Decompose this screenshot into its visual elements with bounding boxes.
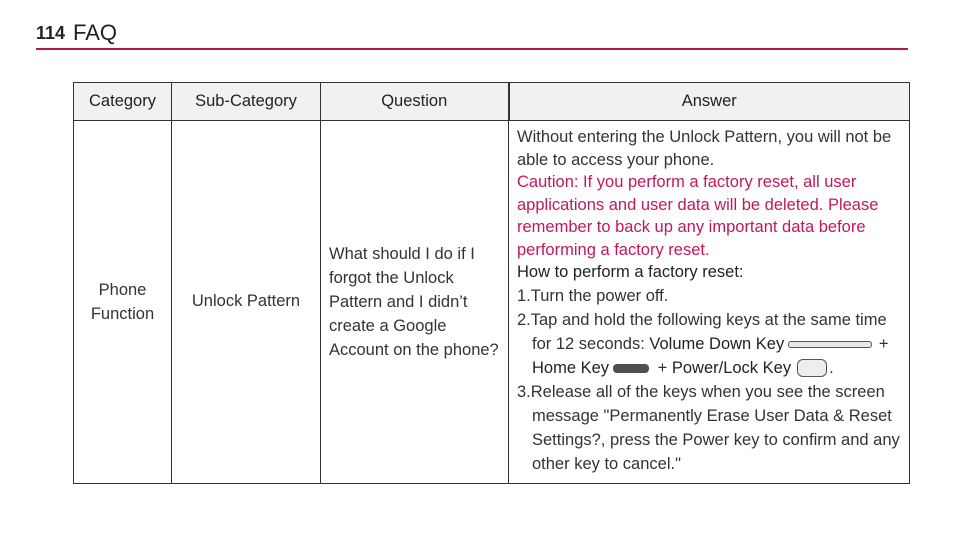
volume-key-label: Volume Down Key <box>649 334 785 353</box>
page-title: FAQ <box>73 20 118 45</box>
question-cell: What should I do if I forgot the Unlock Pattern and I didn’t create a Google Account on the phone? <box>321 121 509 484</box>
column-header-subcategory: Sub-Category <box>172 83 321 121</box>
plus-sign: + <box>874 334 889 353</box>
home-key-label: Home Key <box>532 358 610 377</box>
volume-down-key-icon <box>788 341 872 348</box>
step-2 <box>517 308 901 380</box>
column-header-question: Question <box>321 83 509 121</box>
subcategory-cell: Unlock Pattern <box>172 121 321 484</box>
page-header <box>36 20 908 50</box>
category-cell: Phone Function <box>74 121 172 484</box>
faq-table <box>73 82 910 484</box>
plus-sign: + <box>653 358 672 377</box>
power-lock-key-icon <box>797 359 827 377</box>
column-header-category: Category <box>74 83 172 121</box>
factory-reset-heading: How to perform a factory reset: <box>517 263 744 281</box>
table-row <box>74 121 910 484</box>
caution-text: Caution: If you perform a factory reset, all user applications and user data will be deleted. Please remember to back up any important data before performing a factory reset. <box>517 173 879 259</box>
column-header-answer: Answer <box>509 83 910 121</box>
home-key-icon <box>613 364 649 373</box>
step-1: 1.Turn the power off. <box>517 286 669 305</box>
power-key-label: Power/Lock Key <box>671 358 792 377</box>
period: . <box>829 358 834 377</box>
step-2-text: 2.Tap and hold the following keys at the same time for 12 seconds: <box>517 310 887 353</box>
answer-intro: Without entering the Unlock Pattern, you will not be able to access your phone. <box>517 128 892 169</box>
step-3: 3.Release all of the keys when you see the screen message "Permanently Erase User Data & Reset Settings?, press the Power key to confirm and any other key to cancel." <box>517 382 900 473</box>
page-number: 114 <box>36 23 66 43</box>
answer-cell <box>509 121 910 484</box>
reset-steps <box>517 284 901 476</box>
table-header-row <box>74 83 910 121</box>
